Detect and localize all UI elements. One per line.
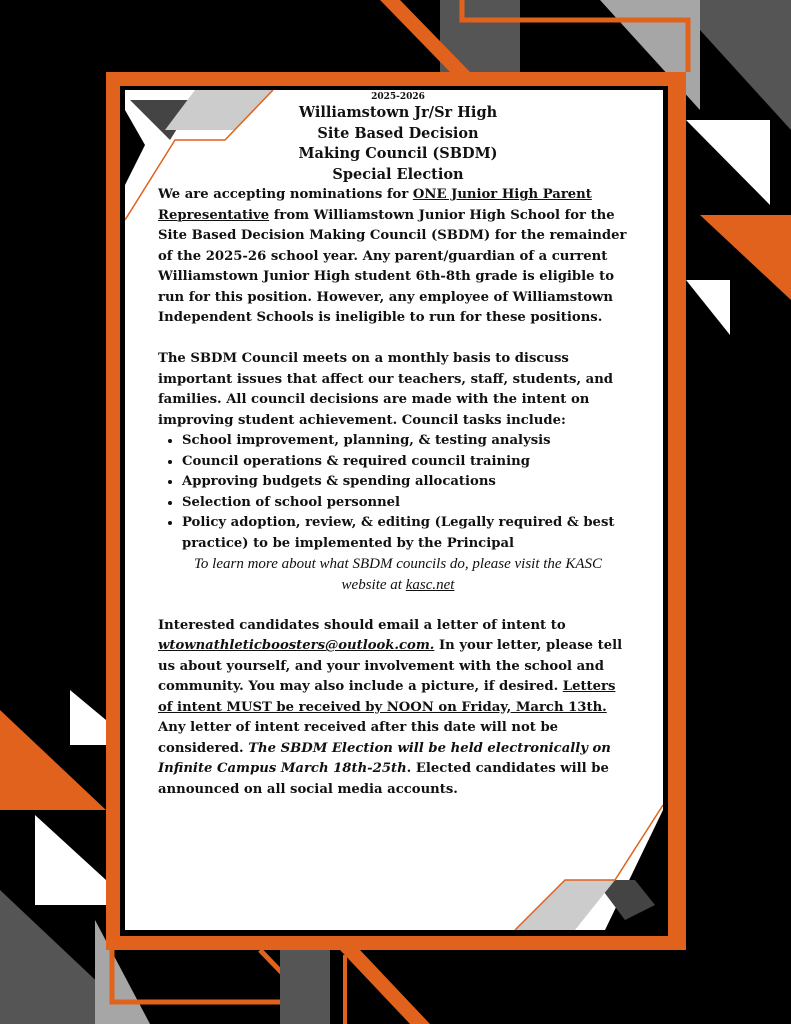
title-line: Williamstown Jr/Sr High	[298, 104, 498, 121]
text-segment: Letters	[562, 679, 616, 694]
text-segment: from Williamstown Junior High School for the	[269, 207, 615, 223]
text-segment: of intent MUST be received by NOON on Friday, March 13th.	[158, 699, 607, 715]
list-item: • Approving budgets & spending allocations	[182, 472, 638, 493]
council-paragraph	[158, 349, 638, 431]
text-line	[158, 698, 638, 719]
text-segment: We are accepting nominations for	[158, 187, 413, 202]
text-segment: In your letter, please tell	[434, 638, 623, 653]
text-segment: ONE Junior High Parent	[412, 187, 592, 202]
text-segment: . Elected candidates will be	[406, 761, 609, 776]
text-line	[158, 226, 638, 247]
closing-paragraph	[158, 616, 638, 801]
email-link[interactable]: wtownathleticboosters@outlook.com.	[158, 638, 435, 653]
note-line: To learn more about what SBDM councils do, please visit the KASC	[193, 556, 603, 572]
text-segment: Infinite Campus March 18th-25th	[158, 761, 407, 776]
text-segment: considered.	[158, 740, 249, 756]
text-segment: Williamstown Junior High student 6th-8th grade is eligible to	[158, 269, 615, 284]
text-line	[158, 677, 638, 698]
title-line: Site Based Decision	[317, 124, 479, 142]
text-segment: Site Based Decision Making Council (SBDM) for the remainder	[158, 228, 627, 243]
text-line	[158, 370, 638, 391]
text-segment: improving student achievement. Council tasks include:	[158, 412, 566, 428]
text-line	[158, 780, 638, 801]
text-segment: The SBDM Council meets on a monthly basis to discuss	[158, 351, 569, 366]
text-line	[158, 206, 638, 227]
flyer-content	[158, 90, 638, 800]
text-line	[158, 739, 638, 760]
kasc-link[interactable]: kasc.net	[405, 576, 455, 593]
flyer-panel	[125, 90, 663, 930]
text-segment: announced on all social media accounts.	[158, 781, 458, 797]
text-segment: The SBDM Election will be held electronically on	[248, 740, 611, 756]
title-line: Making Council (SBDM)	[298, 145, 498, 162]
text-segment: Representative	[158, 207, 270, 223]
learn-more-note	[158, 554, 638, 595]
text-segment: run for this position. However, any employee of Williamstown	[158, 289, 613, 305]
text-segment: Any letter of intent received after this date will not be	[158, 720, 559, 735]
text-line	[158, 247, 638, 268]
text-line	[158, 288, 638, 309]
text-line	[158, 267, 638, 288]
flyer-title	[158, 103, 638, 185]
text-segment: community. You may also include a picture, if desired.	[158, 679, 563, 694]
text-segment: us about yourself, and your involvement with the school and	[158, 658, 604, 674]
note-prefix: website at	[341, 576, 406, 593]
text-line	[158, 718, 638, 739]
text-line	[158, 390, 638, 411]
text-line	[158, 636, 638, 657]
text-segment: families. All council decisions are made with the intent on	[158, 392, 590, 407]
school-year: 2025-2026	[371, 92, 425, 102]
text-segment: Interested candidates should email a letter of intent to	[158, 617, 566, 633]
tasks-list	[158, 431, 638, 554]
text-line	[158, 349, 638, 370]
text-line	[158, 308, 638, 329]
text-segment: of the 2025-26 school year. Any parent/guardian of a current	[158, 248, 608, 264]
text-line	[158, 185, 638, 206]
text-line	[158, 759, 638, 780]
list-item: • Council operations & required council training	[182, 452, 638, 473]
text-segment: important issues that affect our teachers, staff, students, and	[158, 371, 614, 387]
text-line	[158, 411, 638, 432]
intro-paragraph	[158, 185, 638, 329]
list-item: • School improvement, planning, & testing analysis	[182, 431, 638, 452]
title-line: Special Election	[332, 165, 464, 183]
list-item: • Policy adoption, review, & editing (Legally required & best practice) to be implemented by the Principal	[182, 513, 638, 554]
text-line	[158, 657, 638, 678]
text-line	[158, 616, 638, 637]
list-item: • Selection of school personnel	[182, 493, 638, 514]
text-segment: Independent Schools is ineligible to run for these positions.	[158, 310, 603, 325]
